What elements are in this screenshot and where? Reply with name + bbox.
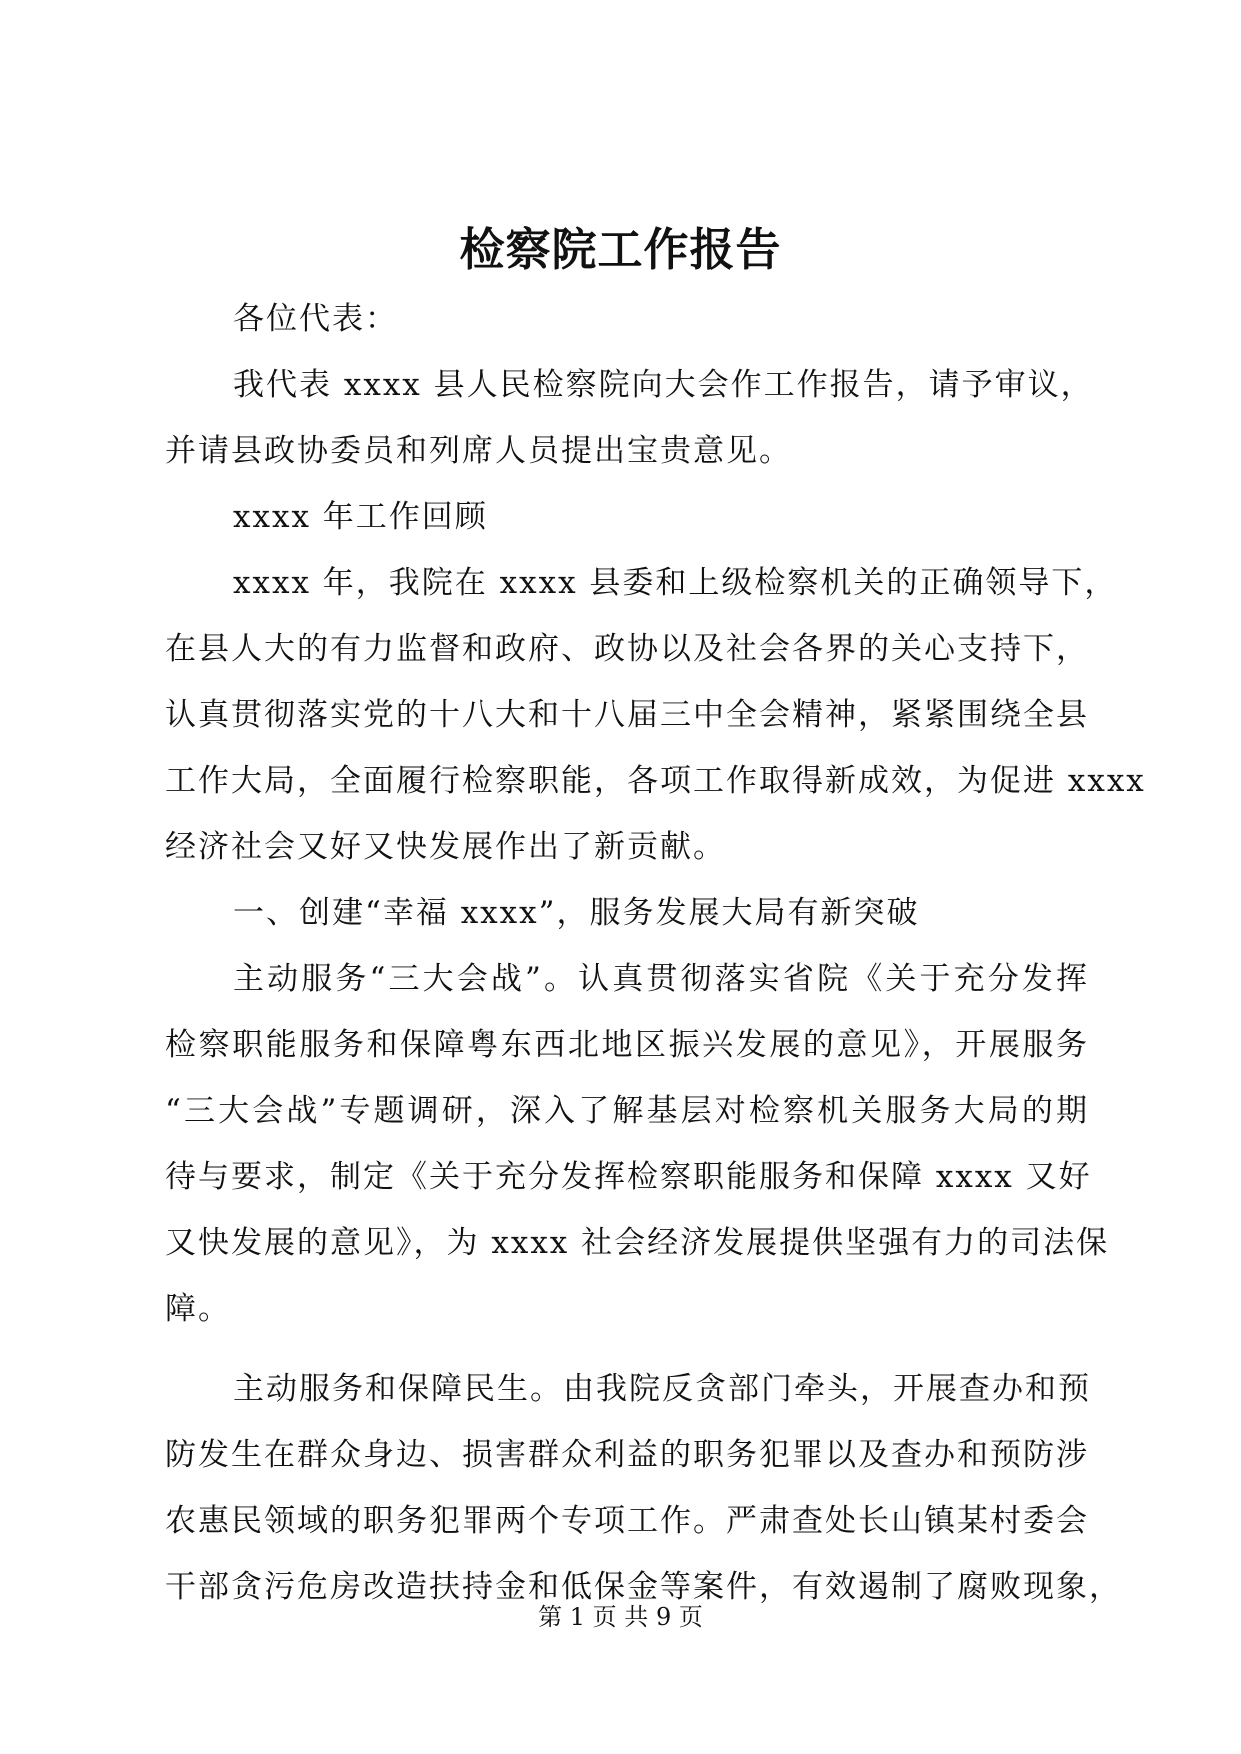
paragraph-line: 干部贪污危房改造扶持金和低保金等案件，有效遏制了腐败现象， <box>165 1569 1122 1605</box>
page-number-footer: 第 1 页 共 9 页 <box>538 1603 703 1631</box>
paragraph-line: 工作大局，全面履行检察职能，各项工作取得新成效，为促进 xxxx <box>165 763 1146 799</box>
paragraph-line: 又快发展的意见》，为 xxxx 社会经济发展提供坚强有力的司法保 <box>165 1225 1110 1261</box>
salutation-line: 各位代表： <box>233 301 398 337</box>
paragraph-line: 经济社会又好又快发展作出了新贡献。 <box>165 829 726 865</box>
paragraph-line: 待与要求，制定《关于充分发挥检察职能服务和保障 xxxx 又好 <box>165 1159 1092 1195</box>
paragraph-line: 障。 <box>165 1291 231 1327</box>
paragraph-line: 我代表 xxxx 县人民检察院向大会作工作报告，请予审议， <box>233 367 1094 403</box>
paragraph-line: 主动服务和保障民生。由我院反贪部门牵头，开展查办和预 <box>233 1371 1091 1407</box>
paragraph-line: 在县人大的有力监督和政府、政协以及社会各界的关心支持下， <box>165 631 1089 667</box>
section-heading: xxxx 年工作回顾 <box>233 499 488 535</box>
paragraph-gap <box>165 1342 1089 1356</box>
paragraph-line: 认真贯彻落实党的十八大和十八届三中全会精神，紧紧围绕全县 <box>165 697 1089 733</box>
document-title: 检察院工作报告 <box>459 223 782 276</box>
document-body <box>165 286 1146 1620</box>
paragraph-line: 防发生在群众身边、损害群众利益的职务犯罪以及查办和预防涉 <box>165 1437 1089 1473</box>
paragraph-line: 农惠民领域的职务犯罪两个专项工作。严肃查处长山镇某村委会 <box>165 1503 1089 1539</box>
paragraph-line: 主动服务“三大会战”。认真贯彻落实省院《关于充分发挥 <box>233 961 1089 997</box>
paragraph-line: “三大会战”专题调研，深入了解基层对检察机关服务大局的期 <box>165 1093 1089 1129</box>
paragraph-line: 并请县政协委员和列席人员提出宝贵意见。 <box>165 433 792 469</box>
section-heading: 一、创建“幸福 xxxx”，服务发展大局有新突破 <box>233 895 920 931</box>
paragraph-line: 检察职能服务和保障粤东西北地区振兴发展的意见》，开展服务 <box>165 1027 1089 1063</box>
paragraph-line: xxxx 年，我院在 xxxx 县委和上级检察机关的正确领导下， <box>233 565 1118 601</box>
